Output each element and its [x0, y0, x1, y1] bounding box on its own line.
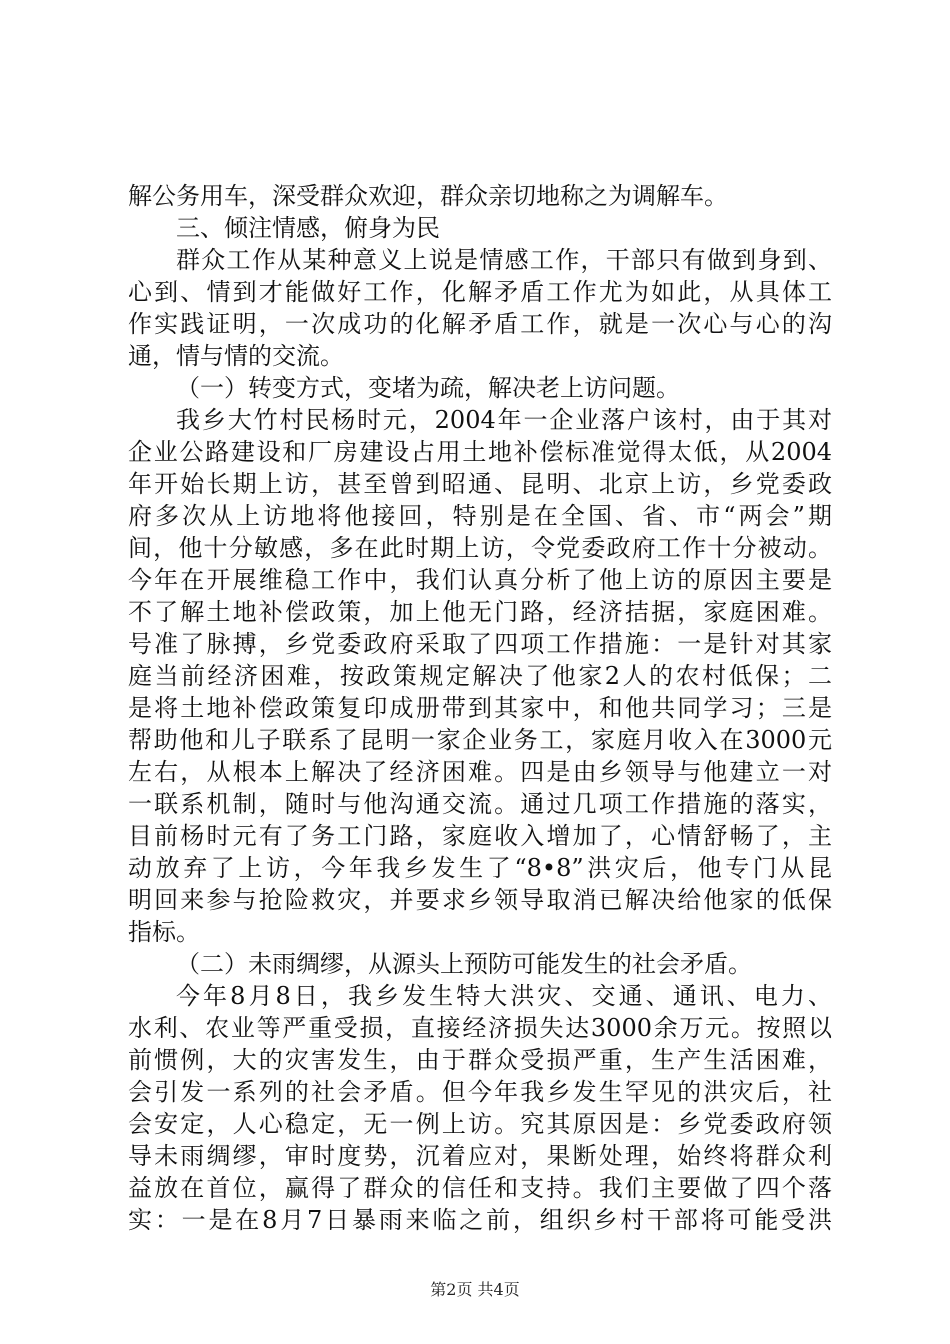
- text-line: 会安定，人心稳定，无一例上访。究其原因是：乡党委政府领: [128, 1110, 832, 1138]
- text-line: 目前杨时元有了务工门路，家庭收入增加了，心情舒畅了，主: [128, 822, 832, 850]
- text-line: 帮助他和儿子联系了昆明一家企业务工，家庭月收入在3000元: [128, 726, 832, 754]
- text-line: 作实践证明，一次成功的化解矛盾工作，就是一次心与心的沟: [128, 310, 832, 338]
- text-line: 动放弃了上访，今年我乡发生了“8•8”洪灾后，他专门从昆: [128, 854, 832, 882]
- text-line: 庭当前经济困难，按政策规定解决了他家2人的农村低保；二: [128, 662, 832, 690]
- text-line: 年开始长期上访，甚至曾到昭通、昆明、北京上访，乡党委政: [128, 470, 832, 498]
- text-line: 号准了脉搏，乡党委政府采取了四项工作措施：一是针对其家: [128, 630, 832, 658]
- text-line: 今年在开展维稳工作中，我们认真分析了他上访的原因主要是: [128, 566, 832, 594]
- text-line: 是将土地补偿政策复印成册带到其家中，和他共同学习；三是: [128, 694, 832, 722]
- text-line: 导未雨绸缪，审时度势，沉着应对，果断处理，始终将群众利: [128, 1142, 832, 1170]
- text-line: 府多次从上访地将他接回，特别是在全国、省、市“两会”期: [128, 502, 832, 530]
- text-line: 前惯例，大的灾害发生，由于群众受损严重，生产生活困难，: [128, 1046, 832, 1074]
- text-line: 左右，从根本上解决了经济困难。四是由乡领导与他建立一对: [128, 758, 832, 786]
- text-line: 指标。: [128, 918, 200, 946]
- text-line: 益放在首位，赢得了群众的信任和支持。我们主要做了四个落: [128, 1174, 832, 1202]
- text-line: 群众工作从某种意义上说是情感工作，干部只有做到身到、: [176, 246, 832, 274]
- text-line: 会引发一系列的社会矛盾。但今年我乡发生罕见的洪灾后，社: [128, 1078, 832, 1106]
- text-line: （二）未雨绸缪，从源头上预防可能发生的社会矛盾。: [176, 950, 752, 978]
- text-line: （一）转变方式，变堵为疏，解决老上访问题。: [176, 374, 680, 402]
- text-line: 通，情与情的交流。: [128, 342, 344, 370]
- text-line: 水利、农业等严重受损，直接经济损失达3000余万元。按照以: [128, 1014, 832, 1042]
- text-line: 解公务用车，深受群众欢迎，群众亲切地称之为调解车。: [128, 182, 728, 210]
- body-text: [128, 180, 832, 1236]
- text-line: 心到、情到才能做好工作，化解矛盾工作尤为如此，从具体工: [128, 278, 832, 306]
- text-line: 三、倾注情感，俯身为民: [176, 214, 440, 242]
- text-line: 企业公路建设和厂房建设占用土地补偿标准觉得太低，从2004: [128, 438, 832, 466]
- text-line: 明回来参与抢险救灾，并要求乡领导取消已解决给他家的低保: [128, 886, 832, 914]
- page-footer: 第2页 共4页: [430, 1280, 520, 1299]
- text-line: 今年8月8日，我乡发生特大洪灾、交通、通讯、电力、: [176, 982, 832, 1010]
- text-line: 我乡大竹村民杨时元，2004年一企业落户该村，由于其对: [176, 406, 832, 434]
- text-line: 不了解土地补偿政策，加上他无门路，经济拮据，家庭困难。: [128, 598, 832, 626]
- text-line: 一联系机制，随时与他沟通交流。通过几项工作措施的落实，: [128, 790, 832, 818]
- text-line: 间，他十分敏感，多在此时期上访，令党委政府工作十分被动。: [128, 534, 832, 562]
- text-line: 实：一是在8月7日暴雨来临之前，组织乡村干部将可能受洪: [128, 1206, 832, 1234]
